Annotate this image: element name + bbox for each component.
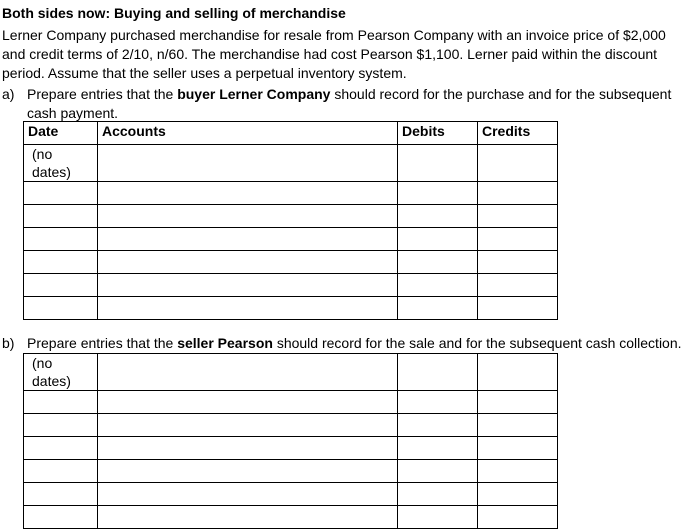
accounts-cell[interactable] bbox=[98, 414, 398, 437]
credits-cell[interactable] bbox=[478, 460, 558, 483]
credits-cell[interactable] bbox=[478, 437, 558, 460]
problem-title: Both sides now: Buying and selling of merchandise bbox=[2, 5, 346, 21]
journal-table-a bbox=[23, 121, 558, 320]
debits-cell[interactable] bbox=[398, 182, 478, 205]
description-line: Lerner Company purchased merchandise for resale from Pearson Company with an invoice price of $2,000 bbox=[2, 27, 666, 43]
table-row bbox=[24, 460, 558, 483]
credits-cell[interactable] bbox=[478, 251, 558, 274]
credits-cell[interactable] bbox=[478, 391, 558, 414]
question-b bbox=[2, 334, 700, 353]
accounts-cell[interactable] bbox=[98, 460, 398, 483]
date-cell[interactable] bbox=[24, 182, 98, 205]
debits-cell[interactable] bbox=[398, 274, 478, 297]
table-row bbox=[24, 182, 558, 205]
table-row bbox=[24, 437, 558, 460]
date-cell[interactable] bbox=[24, 506, 98, 529]
debits-cell[interactable] bbox=[398, 483, 478, 506]
credits-cell[interactable] bbox=[478, 228, 558, 251]
accounts-cell[interactable] bbox=[98, 483, 398, 506]
table-row bbox=[24, 483, 558, 506]
credits-cell[interactable] bbox=[478, 182, 558, 205]
table-row bbox=[24, 251, 558, 274]
header-date: Date bbox=[24, 122, 98, 145]
header-credits: Credits bbox=[478, 122, 558, 145]
date-cell[interactable] bbox=[24, 274, 98, 297]
question-b-text-after: should record for the sale and for the subsequent cash collection. bbox=[272, 335, 682, 351]
date-cell[interactable] bbox=[24, 460, 98, 483]
table-row bbox=[24, 414, 558, 437]
debits-cell[interactable] bbox=[398, 251, 478, 274]
table-row bbox=[24, 274, 558, 297]
table-row bbox=[24, 297, 558, 320]
question-a bbox=[2, 85, 696, 123]
question-a-emphasis: buyer Lerner Company bbox=[177, 86, 331, 102]
question-a-text bbox=[27, 85, 671, 104]
header-accounts: Accounts bbox=[98, 122, 398, 145]
credits-cell[interactable] bbox=[478, 483, 558, 506]
date-cell[interactable] bbox=[24, 228, 98, 251]
debits-cell[interactable] bbox=[398, 506, 478, 529]
date-cell[interactable] bbox=[24, 437, 98, 460]
description-line: and credit terms of 2/10, n/60. The merchandise had cost Pearson $1,100. Lerner paid within the discount bbox=[2, 46, 658, 62]
debits-cell[interactable] bbox=[398, 414, 478, 437]
credits-cell[interactable] bbox=[478, 145, 558, 182]
credits-cell[interactable] bbox=[478, 205, 558, 228]
credits-cell[interactable] bbox=[478, 354, 558, 391]
question-a-text-before: Prepare entries that the bbox=[27, 86, 178, 102]
accounts-cell[interactable] bbox=[98, 297, 398, 320]
question-a-text-line2: cash payment. bbox=[27, 105, 119, 121]
credits-cell[interactable] bbox=[478, 297, 558, 320]
question-a-marker: a) bbox=[2, 86, 15, 102]
date-cell: (no dates) bbox=[24, 145, 98, 182]
table-row bbox=[24, 354, 558, 391]
credits-cell[interactable] bbox=[478, 506, 558, 529]
journal-table-b bbox=[23, 353, 558, 529]
table-row bbox=[24, 205, 558, 228]
question-b-text bbox=[27, 334, 682, 353]
date-cell[interactable] bbox=[24, 251, 98, 274]
accounts-cell[interactable] bbox=[98, 251, 398, 274]
debits-cell[interactable] bbox=[398, 145, 478, 182]
table-header-row bbox=[24, 122, 558, 145]
accounts-cell[interactable] bbox=[98, 354, 398, 391]
accounts-cell[interactable] bbox=[98, 145, 398, 182]
accounts-cell[interactable] bbox=[98, 506, 398, 529]
table-row bbox=[24, 145, 558, 182]
question-b-marker: b) bbox=[2, 335, 15, 351]
accounts-cell[interactable] bbox=[98, 391, 398, 414]
question-a-text-after: should record for the purchase and for the subsequent bbox=[330, 86, 672, 102]
table-row bbox=[24, 228, 558, 251]
problem-description bbox=[2, 26, 696, 83]
question-b-text-before: Prepare entries that the bbox=[27, 335, 178, 351]
date-cell[interactable] bbox=[24, 483, 98, 506]
description-line: period. Assume that the seller uses a perpetual inventory system. bbox=[2, 65, 407, 81]
date-cell: (no dates) bbox=[24, 354, 98, 391]
table-row bbox=[24, 506, 558, 529]
debits-cell[interactable] bbox=[398, 437, 478, 460]
date-cell[interactable] bbox=[24, 414, 98, 437]
debits-cell[interactable] bbox=[398, 460, 478, 483]
debits-cell[interactable] bbox=[398, 297, 478, 320]
debits-cell[interactable] bbox=[398, 205, 478, 228]
accounts-cell[interactable] bbox=[98, 228, 398, 251]
debits-cell[interactable] bbox=[398, 354, 478, 391]
debits-cell[interactable] bbox=[398, 391, 478, 414]
accounts-cell[interactable] bbox=[98, 182, 398, 205]
header-debits: Debits bbox=[398, 122, 478, 145]
credits-cell[interactable] bbox=[478, 414, 558, 437]
date-cell[interactable] bbox=[24, 297, 98, 320]
date-cell[interactable] bbox=[24, 391, 98, 414]
table-row bbox=[24, 391, 558, 414]
accounts-cell[interactable] bbox=[98, 205, 398, 228]
accounts-cell[interactable] bbox=[98, 274, 398, 297]
date-cell[interactable] bbox=[24, 205, 98, 228]
credits-cell[interactable] bbox=[478, 274, 558, 297]
question-b-emphasis: seller Pearson bbox=[177, 335, 273, 351]
accounts-cell[interactable] bbox=[98, 437, 398, 460]
debits-cell[interactable] bbox=[398, 228, 478, 251]
